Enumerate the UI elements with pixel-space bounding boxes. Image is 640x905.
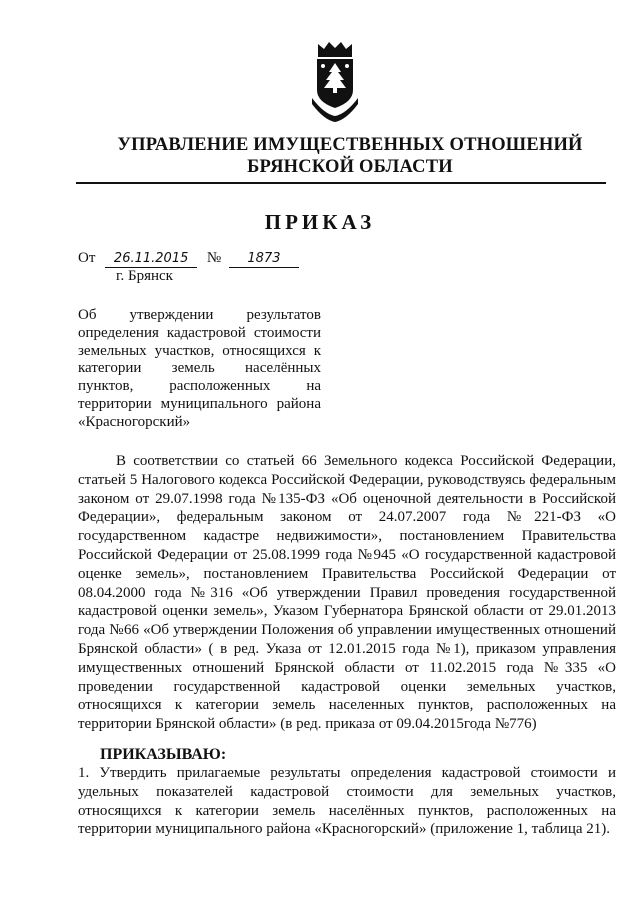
order-subject: [78, 307, 321, 432]
order-directive: ПРИКАЗЫВАЮ:: [100, 746, 227, 763]
subject-line: земельных участков, относящихся к: [78, 342, 321, 359]
from-label: От: [78, 250, 96, 266]
preamble-paragraph: В соответствии со статьей 66 Земельного кодекса Российской Федерации, статьей 5 Налогового кодекса Российской Федерации, руководствуясь федеральным законом от 29.07.1998 года №135-ФЗ «Об оценочной деятельности в Российской Федерации», федеральным законом от 24.07.2007 года №221-ФЗ «О государственном кадастре недвижимости», постановлением Правительства Российской Федерации от 25.08.1999 года №945 «О государственной кадастровой оценке земель», постановлением Правительства Российской Федерации от 08.04.2000 года №316 «Об утверждении Правил проведения государственной кадастровой оценки земель», Указом Губернатора Брянской области от 29.01.2013 года №66 «Об утверждении Положения об управлении имущественных отношений Брянской области» ( в ред. Указа от 12.01.2015 года №1), приказом управления имущественных отношений Брянской области от 11.02.2015 года №335 «О проведении государственной кадастровой оценки земельных участков, относящихся к категории земель населенных пунктов, расположенных на территории Брянской области» (в ред. приказа от 09.04.2015года №776): [78, 453, 616, 733]
subject-line: Об утверждении результатов: [78, 307, 321, 323]
order-date-line: [78, 250, 299, 268]
subject-line: категории земель населённых: [78, 360, 321, 377]
organization-name-line1: УПРАВЛЕНИЕ ИМУЩЕСТВЕННЫХ ОТНОШЕНИЙ: [117, 135, 583, 155]
order-number: 1873: [229, 251, 299, 268]
number-label: №: [206, 250, 222, 266]
subject-line: «Красногорский»: [78, 413, 191, 430]
city: г. Брянск: [116, 268, 173, 284]
organization-name-line2: БРЯНСКОЙ ОБЛАСТИ: [247, 157, 453, 177]
subject-line: пунктов, расположенных на: [78, 378, 321, 395]
order-date: 26.11.2015: [105, 251, 197, 268]
subject-line: определения кадастровой стоимости: [78, 324, 321, 341]
bryansk-coat-of-arms-icon: [308, 40, 362, 124]
order-title: ПРИКАЗ: [264, 210, 376, 234]
order-item-1: 1. Утвердить прилагаемые результаты определения кадастровой стоимости и удельных показателей кадастровой стоимости для земельных участков, относящихся к категории земель населённых пунктов, расположенных на территории муниципального района «Красногорский» (приложение 1, таблица 21).: [78, 765, 616, 838]
header-divider: [76, 182, 606, 184]
subject-line: территории муниципального района: [78, 395, 321, 412]
